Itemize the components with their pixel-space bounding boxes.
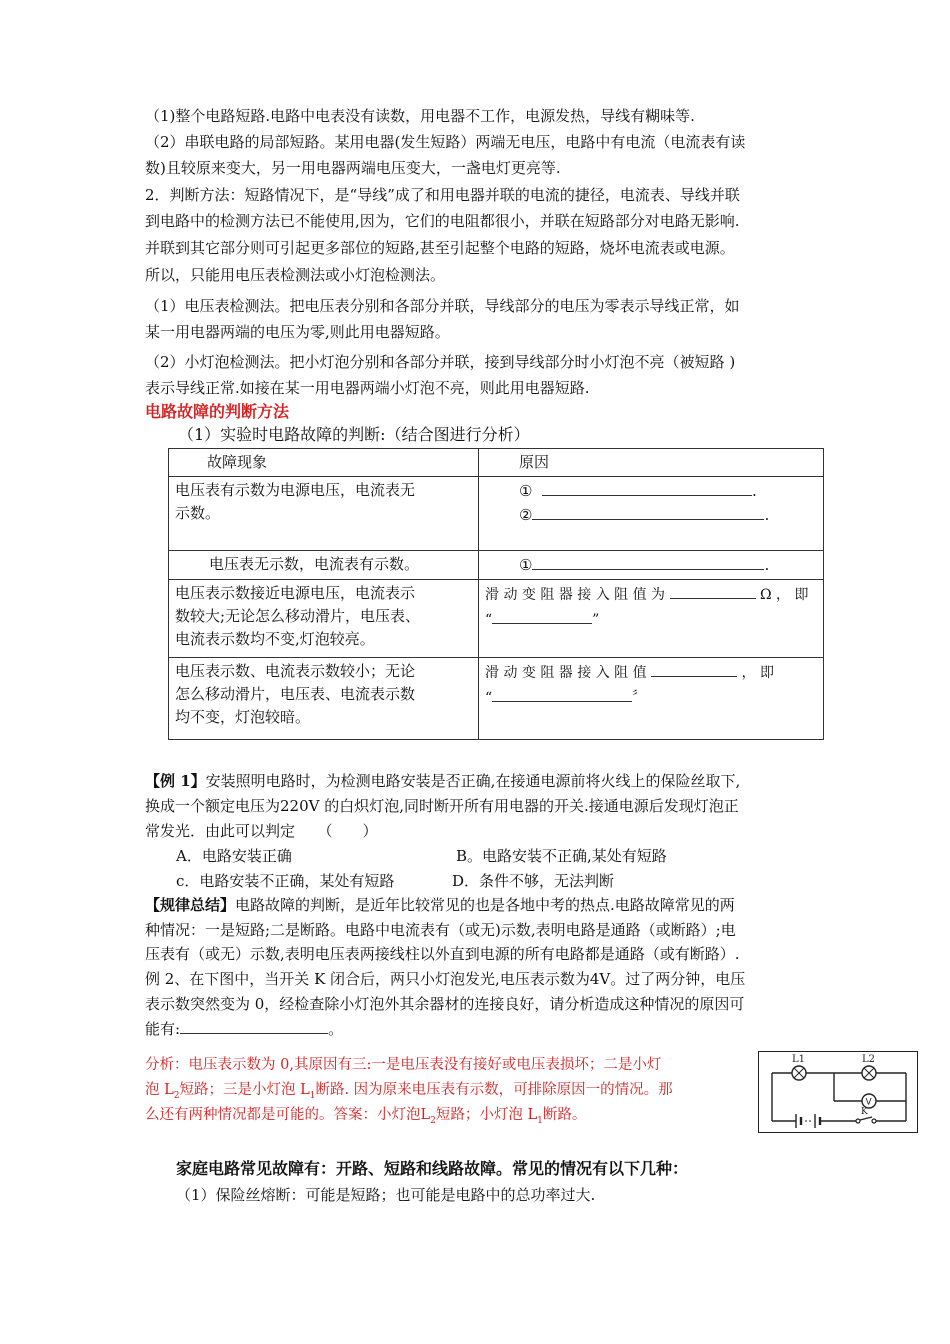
answer-blank[interactable] (532, 553, 764, 570)
circled-number: ① (519, 556, 533, 574)
example1-line: 换成一个额定电压为220V 的白炽灯泡,同时断开所有用电器的开关.接通电源后发现灯泡正 (145, 797, 739, 815)
subscript: 1 (309, 1090, 316, 1101)
summary-text: 电路故障的判断，是近年比较常见的也是各地中考的热点.电路故障常见的两 (235, 896, 735, 914)
example1-line: 常发光．由此可以判定 （ ） (145, 822, 378, 840)
cause-text: Ω ， 即 (759, 587, 809, 603)
phenomenon-text: 电流表示数均不变,灯泡较亮。 (175, 630, 375, 648)
household-title: 家庭电路常见故障有：开路、短路和线路故障。常见的情况有以下几种： (176, 1159, 689, 1178)
circled-number: ① (519, 482, 533, 500)
voltmeter-icon (862, 1094, 876, 1108)
text-line: 2．判断方法：短路情况下，是“导线”成了和用电器并联的电流的捷径，电流表、导线并联 (145, 186, 740, 204)
phenomenon-cell: 电压表无示数，电流表有示数。 (169, 551, 479, 580)
answer-blank[interactable] (670, 582, 756, 599)
phenomenon-cell (169, 580, 479, 658)
text-line: （1）电压表检测法。把电压表分别和各部分并联，导线部分的电压为零表示导线正常，如 (145, 297, 740, 315)
table-row (169, 580, 824, 658)
cause-text: 滑 动 变 阻 器 接 入 阻 值 (485, 665, 647, 681)
section-title: 电路故障的判断方法 (145, 402, 290, 421)
lamp-l1-icon (792, 1066, 806, 1080)
circled-number: ② (519, 506, 533, 524)
phenomenon-text: 电压表示数接近电源电压，电流表示 (175, 584, 416, 602)
quote-close: 〞 (632, 690, 647, 706)
text-line: （2）串联电路的局部短路。某用电器(发生短路）两端无电压，电路中有电流（电流表有读 (145, 133, 746, 151)
voltmeter-label: V (865, 1097, 872, 1108)
subscript: 2 (173, 1090, 180, 1101)
circuit-diagram (758, 1051, 918, 1133)
quote-close: ” (592, 612, 600, 628)
cause-cell (479, 658, 824, 740)
cause-text: 滑 动 变 阻 器 接 入 阻 值 为 (485, 587, 666, 603)
text-line: 并联到其它部分则可引起更多部位的短路,甚至引起整个电路的短路，烧坏电流表或电源。 (145, 239, 735, 257)
text-line: 某一用电器两端的电压为零,则此用电器短路。 (145, 323, 450, 341)
table-subtitle: （1）实验时电路故障的判断:（结合图进行分析） (178, 425, 530, 444)
subscript: 2 (430, 1115, 436, 1126)
answer-blank[interactable] (492, 685, 632, 702)
analysis-text: 短路；三是小灯泡 L (179, 1082, 310, 1098)
phenomenon-text: 示数。 (175, 504, 221, 522)
text-line: 表示导线正常.如接在某一用电器两端小灯泡不亮，则此用电器短路. (145, 379, 590, 397)
summary-line: 压表有（或无）示数,表明电压表两接线柱以外直到电源的所有电路都是通路（或有断路）. (145, 945, 740, 963)
label-l2: L2 (862, 1054, 876, 1065)
answer-blank[interactable] (532, 503, 764, 520)
analysis-text: 断路。 (542, 1107, 587, 1123)
punctuation: . (764, 506, 770, 524)
option-d: D．条件不够，无法判断 (452, 872, 615, 890)
example1-tag: 【例 1】 (145, 772, 206, 790)
header-phenomenon: 故障现象 (169, 449, 479, 477)
analysis-text: 短路；小灯泡 L (435, 1107, 538, 1123)
option-c: c．电路安装不正确，某处有短路 (176, 872, 395, 890)
punctuation: 。 (328, 1020, 344, 1038)
text-line: （1)整个电路短路.电路中电表没有读数，用电器不工作，电源发热，导线有糊味等. (145, 107, 695, 125)
punctuation: . (752, 482, 757, 500)
phenomenon-text: 怎么移动滑片，电压表、电流表示数 (175, 685, 416, 703)
analysis-text: 么还有两种情况都是可能的。答案：小灯泡L (145, 1107, 431, 1123)
phenomenon-cell (169, 477, 479, 551)
answer-blank[interactable] (180, 1017, 328, 1034)
label-l1: L1 (792, 1054, 806, 1065)
table-row (169, 658, 824, 740)
cause-cell (479, 551, 824, 580)
phenomenon-text: 电压表示数、电流表示数较小；无论 (175, 662, 416, 680)
answer-blank[interactable] (542, 479, 752, 496)
example1-line (145, 769, 825, 793)
punctuation: . (764, 556, 770, 574)
example2-line: 表示数突然变为 0，经检查除小灯泡外其余器材的连接良好，请分析造成这种情况的原因可 (145, 995, 745, 1013)
quote-open: “ (485, 690, 493, 706)
subscript: 1 (537, 1115, 543, 1126)
text-line: 数)且较原来变大，另一用电器两端电压变大，一盏电灯更亮等. (145, 159, 561, 177)
header-cause: 原因 (479, 449, 824, 477)
summary-tag: 【规律总结】 (145, 896, 236, 914)
analysis-text: 断路. 因为原来电压表有示数，可排除原因一的情况。那 (315, 1082, 673, 1098)
fault-table (168, 448, 824, 740)
analysis-text: 泡 L (145, 1082, 174, 1098)
table-row (169, 551, 824, 580)
analysis-line: 分析：电压表示数为 0,其原因有三:一是电压表没有接好或电压表损坏；二是小灯 (145, 1057, 662, 1073)
phenomenon-text: 均不变，灯泡较暗。 (175, 708, 311, 726)
example2-line: 例 2、在下图中，当开关 K 闭合后，两只小灯泡发光,电压表示数为4V。过了两分钟，电压 (145, 970, 746, 988)
answer-blank[interactable] (651, 660, 737, 677)
phenomenon-text: 数较大;无论怎么移动滑片，电压表、 (175, 607, 421, 625)
option-b: B。电路安装不正确,某处有短路 (456, 847, 667, 865)
household-line: （1）保险丝熔断：可能是短路；也可能是电路中的总功率过大. (176, 1186, 596, 1204)
example2-text: 能有: (145, 1020, 181, 1038)
option-a: A．电路安装正确 (176, 847, 292, 865)
phenomenon-cell (169, 658, 479, 740)
example1-text: 安装照明电路时，为检测电路安装是否正确,在接通电源前将火线上的保险丝取下, (205, 772, 741, 790)
example2-line (145, 1017, 825, 1041)
text-line: 所以，只能用电压表检测法或小灯泡检测法。 (145, 266, 446, 284)
text-line: （2）小灯泡检测法。把小灯泡分别和各部分并联，接到导线部分时小灯泡不亮（被短路 ) (145, 353, 736, 371)
label-k: K (861, 1107, 868, 1117)
answer-blank[interactable] (492, 607, 592, 624)
text-line: 到电路中的检测方法已不能使用,因为，它们的电阻都很小，并联在短路部分对电路无影响. (145, 212, 740, 230)
lamp-l2-icon (862, 1066, 876, 1080)
cause-cell (479, 477, 824, 551)
cause-text: ， 即 (741, 665, 774, 681)
table-header-row (169, 449, 824, 477)
summary-line: 种情况：一是短路;二是断路。电路中电流表有（或无)示数,表明电路是通路（或断路）;电 (145, 921, 736, 939)
summary-line (145, 893, 825, 917)
cause-cell (479, 580, 824, 658)
phenomenon-text: 电压表有示数为电源电压，电流表无 (175, 481, 416, 499)
table-row (169, 477, 824, 551)
quote-open: “ (485, 612, 493, 628)
analysis-line (145, 1103, 750, 1133)
